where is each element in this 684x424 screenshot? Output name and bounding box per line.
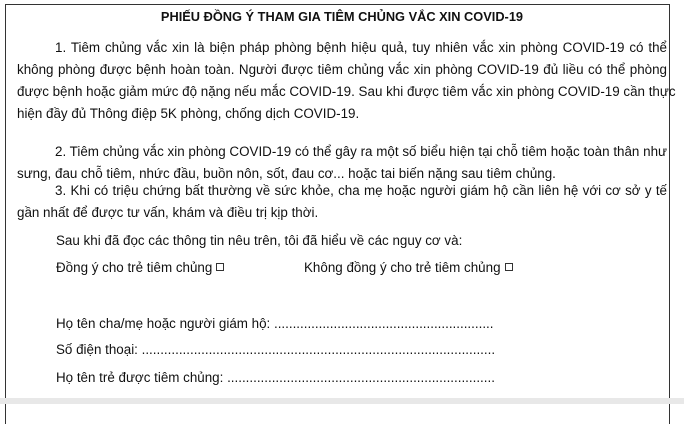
paragraph-1-line: được bệnh hoặc giảm mức độ nặng nếu mắc COVID-19. Sau khi được tiêm vắc xin phòng COVID-19 cần thực (17, 84, 676, 99)
paragraph-3-line: 3. Khi có triệu chứng bất thường về sức khỏe, cha mẹ hoặc người giám hộ cần liên hệ với cơ sở y tế (55, 183, 667, 198)
paragraph-1-line: không phòng được bệnh hoàn toàn. Người được tiêm chủng vắc xin phòng COVID-19 đủ liều có thể phòng (17, 62, 667, 77)
disagree-checkbox[interactable] (505, 263, 513, 271)
page-edge (0, 398, 684, 404)
child-name-field[interactable]: Họ tên trẻ được tiêm chủng: ........................................................................ (56, 370, 495, 385)
statement-text: Sau khi đã đọc các thông tin nêu trên, tôi đã hiểu về các nguy cơ và: (56, 233, 463, 248)
agree-label: Đồng ý cho trẻ tiêm chủng (56, 260, 213, 275)
paragraph-2-line: sưng, đau chỗ tiêm, nhức đầu, buồn nôn, sốt, đau cơ... hoặc tai biến nặng sau tiêm chủng. (17, 166, 556, 181)
disagree-option[interactable] (304, 260, 513, 276)
document-title: PHIẾU ĐỒNG Ý THAM GIA TIÊM CHỦNG VẮC XIN COVID-19 (160, 9, 524, 24)
paragraph-2-line: 2. Tiêm chủng vắc xin phòng COVID-19 có thể gây ra một số biểu hiện tại chỗ tiêm hoặc toàn thân như (55, 144, 667, 159)
paragraph-3-line: gần nhất để được tư vấn, khám và điều trị kịp thời. (17, 205, 319, 220)
paragraph-1-line: 1. Tiêm chủng vắc xin là biện pháp phòng bệnh hiệu quả, tuy nhiên vắc xin phòng COVID-19 có thể (55, 40, 667, 55)
guardian-name-field[interactable]: Họ tên cha/mẹ hoặc người giám hộ: ........................................................... (56, 316, 494, 331)
paragraph-1-line: hiện đầy đủ Thông điệp 5K phòng, chống dịch COVID-19. (17, 106, 360, 121)
disagree-label: Không đồng ý cho trẻ tiêm chủng (304, 260, 501, 275)
agree-option[interactable] (56, 260, 224, 276)
agree-checkbox[interactable] (216, 263, 224, 271)
phone-field[interactable]: Số điện thoại: ............................................................................................... (56, 342, 496, 357)
